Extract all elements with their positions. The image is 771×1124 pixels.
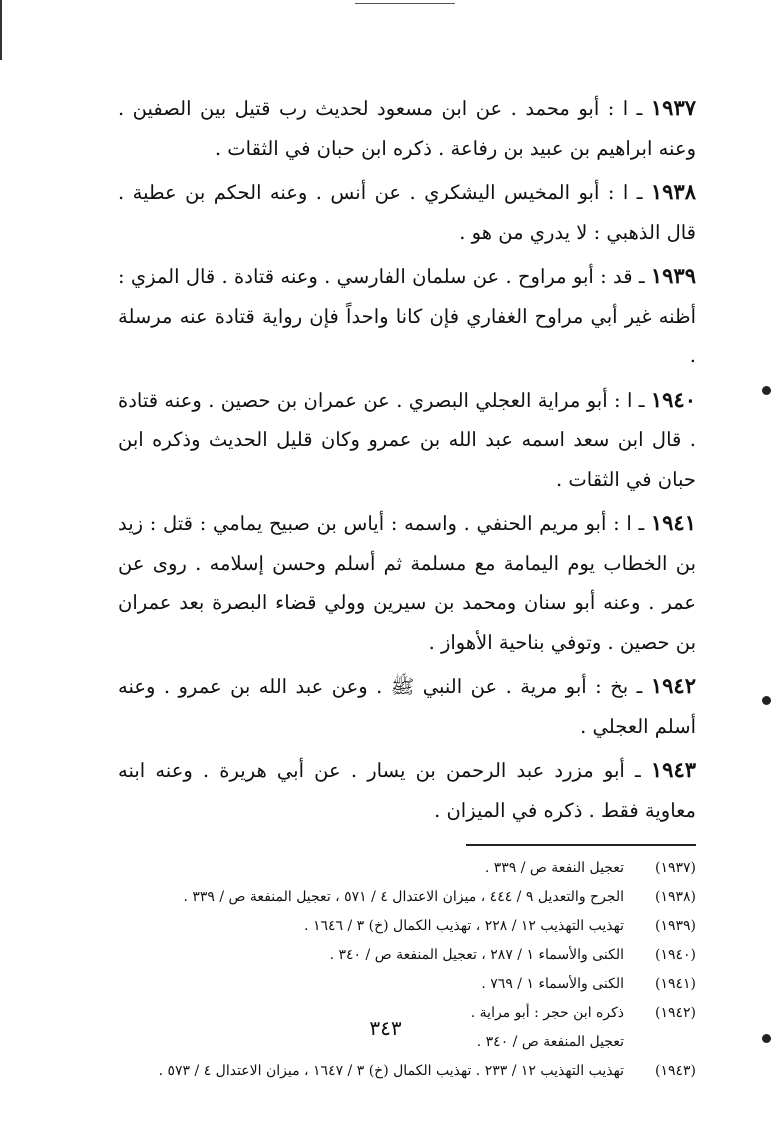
footnote-text: ذكره ابن حجر : أبو مراية .	[470, 1005, 624, 1021]
footnote-1937	[118, 854, 696, 883]
entry-1943	[118, 750, 696, 830]
entry-1939	[118, 256, 696, 376]
entry-number: ١٩٤٠	[650, 386, 696, 412]
entry-number: ١٩٤٢	[650, 673, 696, 698]
entry-number: ١٩٣٨	[650, 179, 696, 204]
footnote-number: (١٩٤٠)	[654, 947, 696, 963]
entry-number: ١٩٣٩	[650, 263, 696, 288]
footnote-number: (١٩٣٨)	[654, 889, 696, 905]
entry-text: ـ بخ : أبو مرية . عن النبي ﷺ . وعن عبد الله بن عمرو . وعنه أسلم العجلي .	[118, 675, 696, 738]
footnote-text: الكنى والأسماء ١ / ٢٨٧ ، تعجيل المنفعة ص / ٣٤٠ .	[329, 947, 624, 963]
page-body	[118, 88, 696, 1086]
top-rule	[355, 3, 455, 4]
footnote-text: تعجيل المنفعة ص / ٣٤٠ .	[476, 1034, 624, 1050]
footnote-number: (١٩٤١)	[654, 976, 696, 992]
footnote-number: (١٩٣٩)	[654, 918, 696, 934]
footnote-1943	[118, 1057, 696, 1086]
entry-1938	[118, 172, 696, 252]
entry-1937	[118, 88, 696, 168]
footnote-text: تهذيب التهذيب ١٢ / ٢٣٣ . تهذيب الكمال (خ) ٣ / ١٦٤٧ ، ميزان الاعتدال ٤ / ٥٧٣ .	[158, 1063, 624, 1079]
entry-number: ١٩٣٧	[650, 95, 697, 120]
footnote-1939	[118, 912, 696, 941]
footnote-number: (١٩٤٣)	[654, 1063, 696, 1079]
entry-text: ـ ا : أبو مراية العجلي البصري . عن عمران بن حصين . وعنه قتادة . قال ابن سعد اسمه عبد الله بن عمرو وكان قليل الحديث وذكره ابن حبان في الثقات .	[118, 388, 696, 491]
entry-text: ـ ا : أبو مريم الحنفي . واسمه : أياس بن صبيح يمامي : قتل : زيد بن الخطاب يوم اليمامة مع مسلمة ثم أسلم وحسن إسلامه . روى عن عمر . وعنه أبو سنان ومحمد بن سيرين وولي قضاء البصرة بعد عمران بن حصين . وتوفي بناحية الأهواز .	[118, 512, 696, 654]
margin-mark	[762, 386, 771, 395]
footnote-rule	[466, 844, 696, 846]
entry-number: ١٩٤١	[650, 510, 696, 535]
entry-1940	[118, 380, 696, 500]
footnotes	[118, 854, 696, 1086]
footnote-text: الكنى والأسماء ١ / ٧٦٩ .	[481, 976, 624, 992]
entry-number: ١٩٤٣	[650, 757, 697, 782]
margin-mark	[762, 696, 771, 705]
entry-1941	[118, 503, 696, 662]
entry-text: ـ ا : أبو محمد . عن ابن مسعود لحديث رب قتيل بين الصفين . وعنه ابراهيم بن عبيد بن رفاعة . ذكره ابن حبان في الثقات .	[118, 97, 696, 160]
footnote-1938	[118, 883, 696, 912]
footnote-number: (١٩٣٧)	[654, 860, 696, 876]
page-number: ٣٤٣	[369, 1016, 402, 1040]
footnote-1940	[118, 941, 696, 970]
margin-mark	[762, 1034, 771, 1043]
entry-1942	[118, 666, 696, 746]
footnote-text: تهذيب التهذيب ١٢ / ٢٢٨ ، تهذيب الكمال (خ) ٣ / ١٦٤٦ .	[304, 918, 624, 934]
entry-text: ـ ا : أبو المخيس اليشكري . عن أنس . وعنه الحكم بن عطية . قال الذهبي : لا يدري من هو .	[118, 181, 696, 244]
footnote-1941	[118, 970, 696, 999]
footnote-number: (١٩٤٢)	[654, 1005, 696, 1021]
entry-text: ـ قد : أبو مراوح . عن سلمان الفارسي . وعنه قتادة . قال المزي : أظنه غير أبي مراوح الغفاري فإن كانا واحداً فإن رواية قتادة عنه مرسلة .	[118, 265, 696, 367]
scan-edge	[0, 0, 2, 60]
footnote-text: الجرح والتعديل ٩ / ٤٤٤ ، ميزان الاعتدال ٤ / ٥٧١ ، تعجيل المنفعة ص / ٣٣٩ .	[183, 889, 624, 905]
entry-text: ـ أبو مزرد عبد الرحمن بن يسار . عن أبي هريرة . وعنه ابنه معاوية فقط . ذكره في الميزان .	[118, 759, 696, 822]
footnote-text: تعجيل النفعة ص / ٣٣٩ .	[484, 860, 624, 876]
